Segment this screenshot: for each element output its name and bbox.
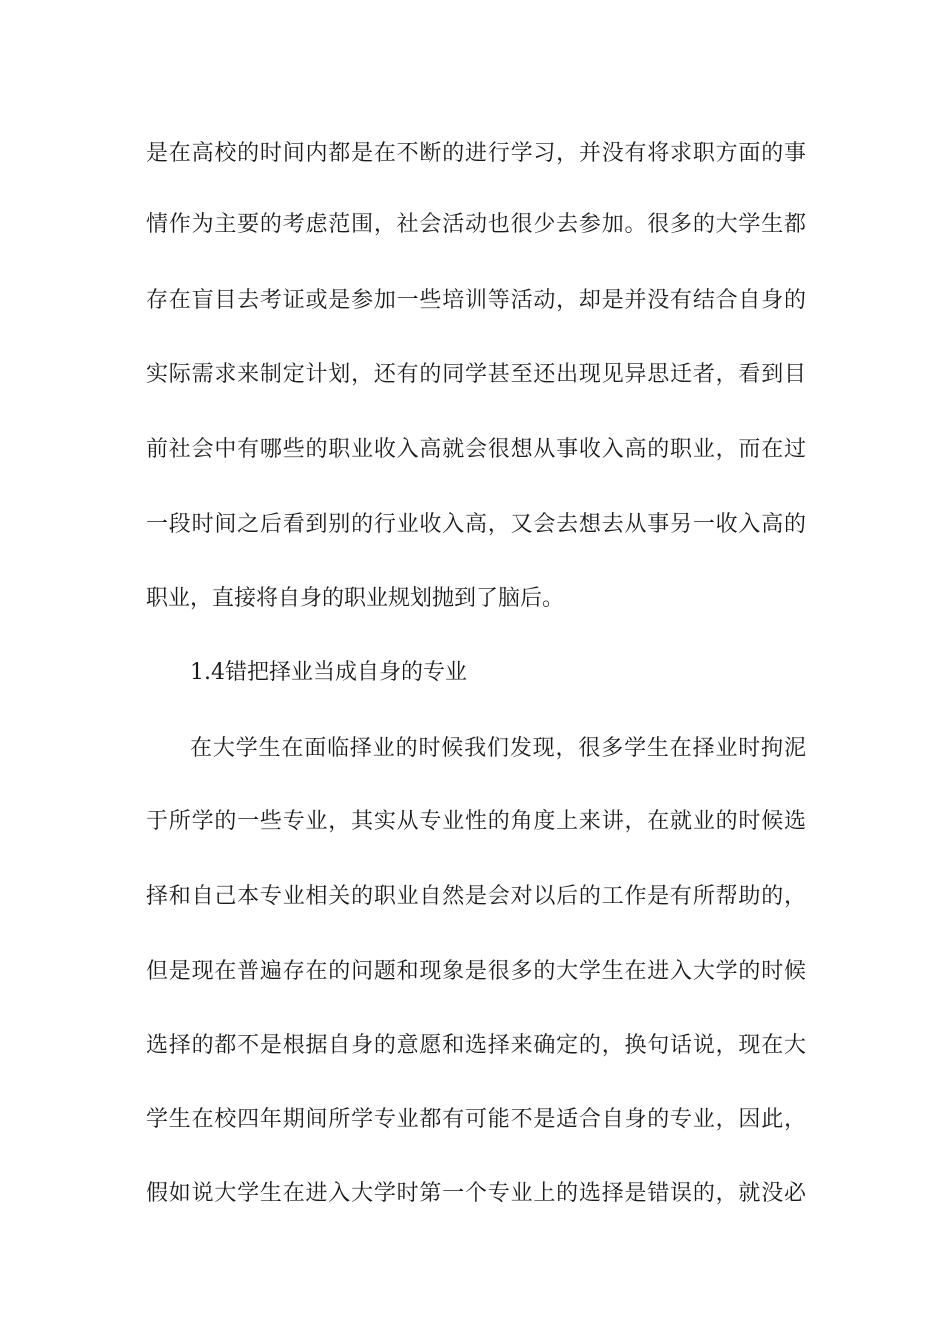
paragraph-line: 一段时间之后看到别的行业收入高，又会去想去从事另一收入高的 xyxy=(146,512,806,537)
section-heading: 1.4错把择业当成自身的专业 xyxy=(190,660,467,685)
paragraph-line: 假如说大学生在进入大学时第一个专业上的选择是错误的，就没必 xyxy=(146,1181,806,1206)
paragraph-line: 但是现在普遍存在的问题和现象是很多的大学生在进入大学的时候 xyxy=(146,959,806,984)
paragraph-line: 是在高校的时间内都是在不断的进行学习，并没有将求职方面的事 xyxy=(146,141,806,166)
paragraph-line: 存在盲目去考证或是参加一些培训等活动，却是并没有结合自身的 xyxy=(146,288,806,313)
paragraph-line: 在大学生在面临择业的时候我们发现，很多学生在择业时拘泥 xyxy=(190,736,806,761)
paragraph-line: 实际需求来制定计划，还有的同学甚至还出现见异思迁者，看到目 xyxy=(146,362,806,387)
paragraph-line: 择和自己本专业相关的职业自然是会对以后的工作是有所帮助的， xyxy=(146,884,806,909)
paragraph-line: 于所学的一些专业，其实从专业性的角度上来讲，在就业的时候选 xyxy=(146,809,806,834)
paragraph-line: 学生在校四年期间所学专业都有可能不是适合自身的专业，因此， xyxy=(146,1107,806,1132)
paragraph-line: 情作为主要的考虑范围，社会活动也很少去参加。很多的大学生都 xyxy=(146,212,806,237)
paragraph-line: 职业，直接将自身的职业规划抛到了脑后。 xyxy=(146,586,565,611)
paragraph-line: 前社会中有哪些的职业收入高就会很想从事收入高的职业，而在过 xyxy=(146,437,806,462)
paragraph-line: 选择的都不是根据自身的意愿和选择来确定的，换句话说，现在大 xyxy=(146,1033,806,1058)
